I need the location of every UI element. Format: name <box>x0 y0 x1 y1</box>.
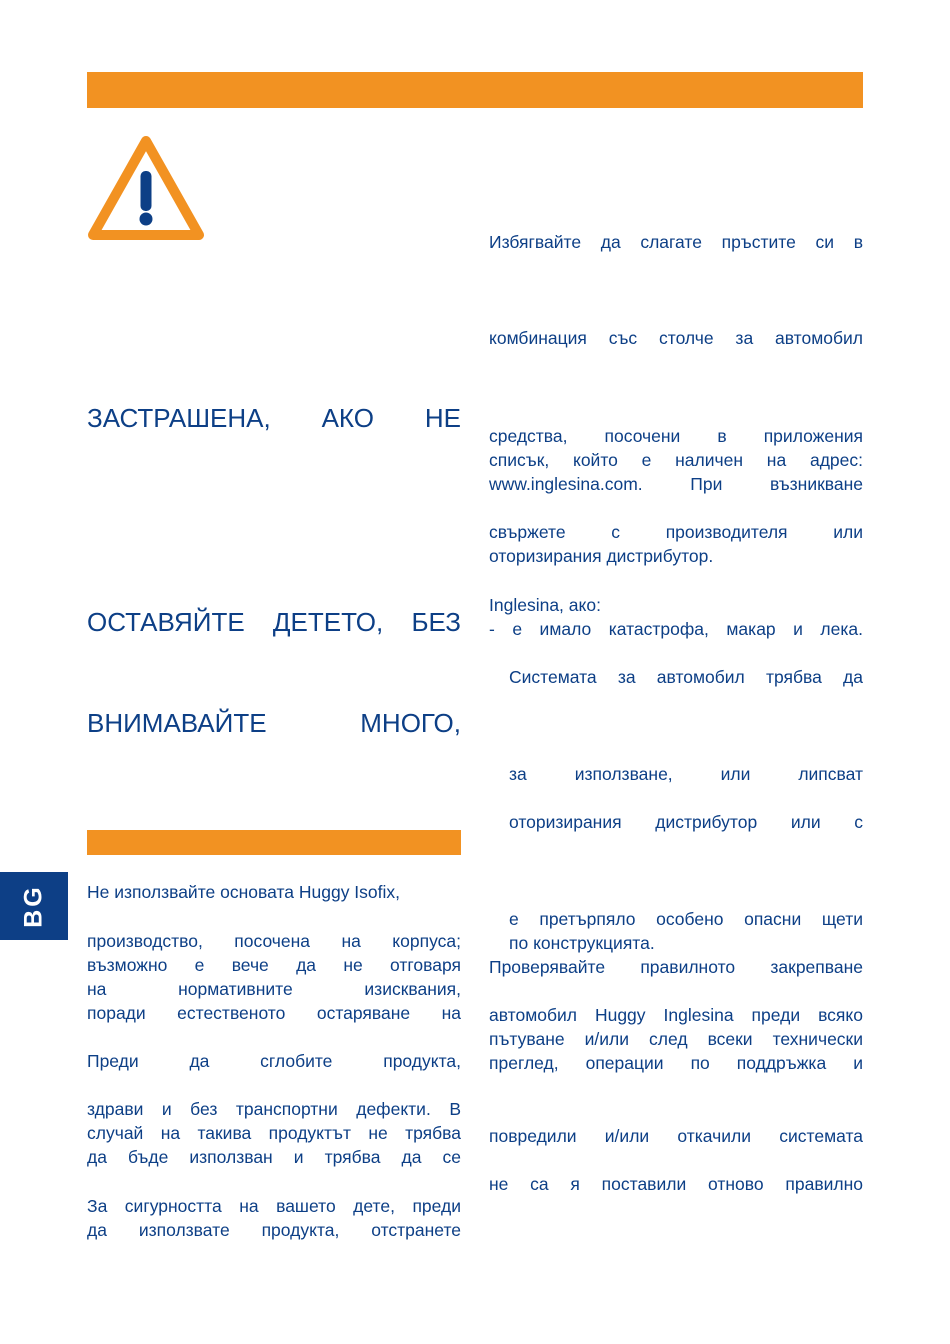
right-line: Избягвайте да слагате пръстите си в <box>489 232 863 252</box>
left-line: За сигурността на вашето дете, преди <box>87 1196 461 1216</box>
left-line: Преди да сглобите продукта, <box>87 1051 461 1071</box>
left-line: производство, посочена на корпуса; <box>87 931 461 951</box>
right-line: е претърпяло особено опасни щети <box>509 909 863 929</box>
mid-orange-bar <box>87 830 461 855</box>
left-line: на нормативните изисквания, <box>87 979 461 999</box>
right-line: Inglesina, ако: <box>489 595 601 615</box>
left-line: поради естественото остаряване на <box>87 1003 461 1023</box>
left-line: здрави и без транспортни дефекти. В <box>87 1099 461 1119</box>
heading-threatened: ЗАСТРАШЕНА, АКО НЕ <box>87 403 461 433</box>
right-line: по конструкцията. <box>509 933 655 953</box>
heading-be-careful: ВНИМАВАЙТЕ МНОГО, <box>87 708 461 738</box>
right-line: оторизирания дистрибутор или с <box>509 812 863 832</box>
right-line: за използване, или липсват <box>509 764 863 784</box>
right-line: www.inglesina.com. При възникване <box>489 474 863 494</box>
left-line: Не използвайте основата Huggy Isofix, <box>87 882 401 902</box>
right-line: свържете с производителя или <box>489 522 863 542</box>
left-line: да използвате продукта, отстранете <box>87 1220 461 1240</box>
right-line: пътуване и/или след всеки технически <box>489 1029 863 1049</box>
right-line: - е имало катастрофа, макар и лека. <box>489 619 863 639</box>
right-line: списък, който е наличен на адрес: <box>489 450 863 470</box>
right-line: средства, посочени в приложения <box>489 426 863 446</box>
language-tab-label: BG <box>19 884 48 928</box>
right-line: автомобил Huggy Inglesina преди всяко <box>489 1005 863 1025</box>
right-line: Системата за автомобил трябва да <box>509 667 863 687</box>
right-line: повредили и/или откачили системата <box>489 1126 863 1146</box>
language-tab <box>0 872 68 940</box>
right-line: Проверявайте правилното закрепване <box>489 957 863 977</box>
right-line: оторизирания дистрибутор. <box>489 546 714 566</box>
warning-triangle-icon <box>87 133 205 243</box>
right-line: не са я поставили отново правилно <box>489 1174 863 1194</box>
left-line: да бъде използван и трябва да се <box>87 1147 461 1167</box>
right-line: комбинация със столче за автомобил <box>489 328 863 348</box>
left-line: случай на такива продуктът не трябва <box>87 1123 461 1143</box>
top-orange-bar <box>87 72 863 108</box>
heading-do-not-leave: ОСТАВЯЙТЕ ДЕТЕТО, БЕЗ <box>87 607 461 637</box>
right-line: преглед, операции по поддръжка и <box>489 1053 863 1073</box>
left-line: възможно е вече да не отговаря <box>87 955 461 975</box>
